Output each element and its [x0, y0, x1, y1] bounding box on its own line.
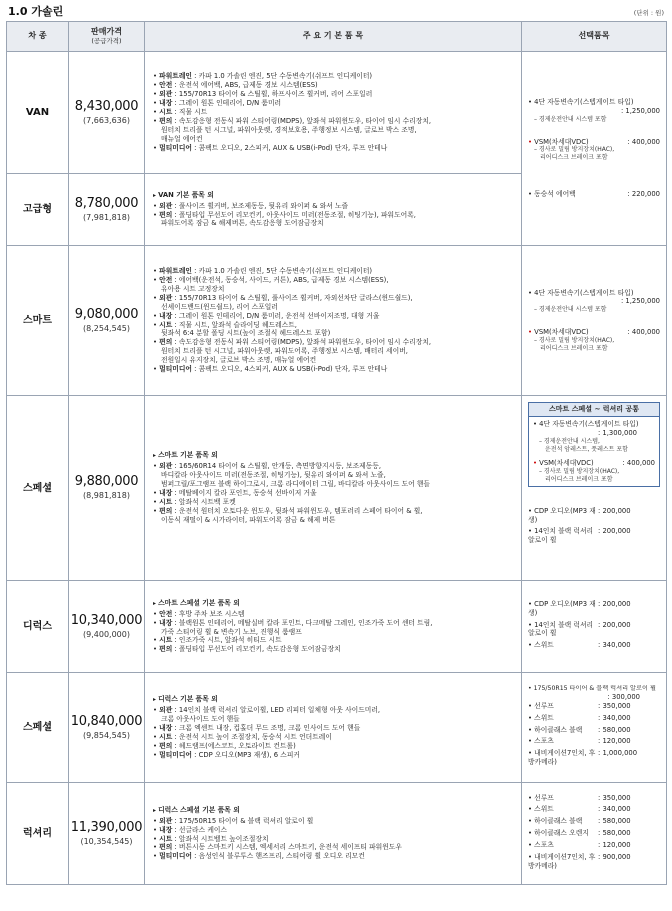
feature-item: • 내장 : 메탈베이지 칼라 포인트, 동승석 선바이저 거울	[153, 489, 515, 498]
option-item: • 하이클래스 블랙 : 580,000	[528, 817, 631, 826]
options-cell	[522, 396, 667, 581]
options-cell	[522, 581, 667, 673]
sale-price: 10,340,000	[70, 612, 143, 628]
feature-item: 뒷좌석 6:4 분할 폴딩 시트(높이 조절식 헤드레스트 포함)	[161, 329, 331, 338]
feature-item: • 편의 : 버튼시동 스마트키 시스템, 엑세서리 스마트키, 운전석 세이프티 파워윈도우	[153, 843, 515, 852]
feature-item: • 시트 : 직물 시트	[153, 108, 515, 117]
model-name: 디럭스	[7, 581, 69, 673]
feature-item: • 외관 : 155/70R13 타이어 & 스틸휠, 풀사이즈 휠커버, 자외선차단 글라스(윈드쉴드),	[153, 294, 515, 303]
sale-price: 9,080,000	[74, 306, 139, 322]
common-options-title: 스마트 스페셜 ~ 럭셔리 공통	[529, 403, 659, 417]
option-item: • 동승석 에어백 : 220,000	[528, 190, 660, 199]
feature-item: 유아용 시트 고정장치	[161, 284, 225, 293]
feature-item: • 시트 : 직물 시트, 앞좌석 슬라이딩 헤드레스트,	[153, 321, 515, 330]
supply-price: (7,663,636)	[83, 115, 130, 125]
feature-item: • 시트 : 운전석 시트 높이 조절장치, 동승석 시트 언더트레이	[153, 733, 515, 742]
feature-item: • 내장 : 선글라스 케이스	[153, 826, 515, 835]
option-note: 리어디스크 브레이크 포함	[540, 344, 608, 352]
option-note: 운전석 암레스트, 풋레스트 포함	[545, 445, 628, 453]
row-deluxe	[7, 581, 667, 673]
feature-item: • 편의 : 속도감응형 전동식 파워 스티어링(MDPS), 앞좌석 파워윈도우, 타이어 임시 수리장치,	[153, 338, 515, 347]
feature-item: 선셰이드밴드(윈드쉴드), 리어 스포일러	[161, 302, 278, 311]
header-model: 차 종	[7, 22, 69, 52]
option-item: • 175/50R15 타이어 & 블랙 럭셔리 알로이 휠	[528, 685, 656, 693]
option-note: 리어디스크 브레이크 포함	[545, 475, 613, 483]
feature-list	[153, 817, 515, 862]
option-note: – 경사로 밀림 방지장치(HAC),	[534, 146, 615, 154]
price-cell	[69, 673, 145, 783]
feature-item: • 안전 : 운전석 에어백, ABS, 급제동 경보 시스템(ESS)	[153, 81, 515, 90]
option-note: – 경제운전안내 시스템 포함	[534, 115, 607, 123]
price-cell	[69, 581, 145, 673]
supply-price: (9,400,000)	[83, 629, 130, 639]
feature-item: • 편의 : 폴딩타입 무선도어 리모컨키, 속도감응형 도어잠금장치	[153, 645, 515, 654]
option-item: • 스포츠 : 120,000	[528, 840, 631, 849]
option-item: • 4단 자동변속기(스텝게이트 타입)	[528, 98, 634, 107]
feature-item: 이동식 재떨이 & 시가라이터, 파워도어록 잠금 & 해제 버튼	[161, 515, 336, 524]
feature-list	[153, 267, 515, 375]
features-cell	[145, 783, 522, 885]
row-van	[7, 52, 667, 174]
feature-item: • 멀티미디어 : 콤팩트 오디오, 4스피커, AUX & USB(i-Pod) 단자, 루프 안테나	[153, 365, 515, 374]
option-price: : 300,000	[607, 693, 640, 702]
option-list	[528, 507, 660, 545]
feature-item: 원터치 트리플 턴 시그널, 파워아웃렛, 경적보호용, 주행정보 시스템, 글로브 박스 조명,	[161, 125, 417, 134]
features-cell	[145, 246, 522, 396]
option-list	[528, 794, 660, 871]
features-cell	[145, 174, 522, 246]
feature-list	[153, 462, 515, 525]
feature-item: 매뉴얼 에어컨	[161, 134, 203, 143]
model-name: 스페셜	[7, 673, 69, 783]
feature-item: • 멀티미디어 : 콤팩트 오디오, 2스피커, AUX & USB(i-Pod) 단자, 루프 안테나	[153, 144, 515, 153]
feature-item: • 멀티미디어 : 음성인식 블루투스 핸즈프리, 스티어링 휠 오디오 리모컨	[153, 852, 515, 861]
feature-item: • 내장 : 그레이 원톤 인테리어, D/N 룸미러, 운전석 선바이저조명, 대형 거울	[153, 312, 515, 321]
feature-item: • 편의 : 폴딩타입 무선도어 리모컨키, 아웃사이드 미러(전동조절, 히팅기능), 파워도어록,	[153, 211, 515, 220]
feature-item: • 멀티미디어 : CDP 오디오(MP3 재생), 6 스피커	[153, 751, 515, 760]
feature-item: • 편의 : 운전석 원터치 오토다운 윈도우, 뒷좌석 파워윈도우, 템포러리 스페어 타이어 & 휠,	[153, 507, 515, 516]
option-note: 리어디스크 브레이크 포함	[540, 154, 608, 162]
options-cell	[522, 673, 667, 783]
feature-item: • 외관 : 풀사이즈 휠커버, 보조제동등, 뒷유리 와이퍼 & 와셔 노즐	[153, 202, 515, 211]
header-price: 판매가격 (공급가격)	[69, 22, 145, 52]
price-cell	[69, 174, 145, 246]
sale-price: 11,390,000	[70, 819, 143, 835]
option-item: • 4단 자동변속기(스텝게이트 타입)	[528, 288, 634, 297]
common-options-box	[528, 402, 660, 487]
feature-item: 원터치 트리플 턴 시그널, 파워아웃렛, 파워도어록, 주행정보 시스템, 배터리 세이버,	[161, 347, 408, 356]
option-item: • 14인치 블랙 럭셔리 알로이 휠 : 200,000	[528, 527, 631, 545]
options-cell	[522, 783, 667, 885]
option-item: • 14인치 블랙 럭셔리 알로이 휠 : 200,000	[528, 620, 631, 638]
supply-price: (8,981,818)	[83, 491, 130, 501]
feature-list	[153, 610, 515, 655]
option-item: • 스위트 : 340,000	[528, 713, 631, 722]
options-cell	[522, 246, 667, 396]
feature-item: • 외관 : 165/60R14 타이어 & 스틸휠, 안개등, 측면방향지시등, 보조제동등,	[153, 462, 515, 471]
sale-price: 10,840,000	[70, 713, 143, 729]
model-name: VAN	[7, 52, 69, 174]
option-item: • 내비게이션7인치, 후방카메라) : 1,000,000	[528, 749, 638, 767]
feature-list	[153, 202, 515, 229]
feature-item: • 시트 : 앞좌석 시트백 포켓	[153, 498, 515, 507]
feature-item: • 시트 : 앞좌석 시트벨트 높이조절장치	[153, 835, 515, 844]
unit-label: (단위 : 원)	[633, 9, 664, 17]
features-cell	[145, 52, 522, 174]
feature-item: • 내장 : 그레이 원톤 인테리어, D/N 룸미러	[153, 99, 515, 108]
features-cell	[145, 396, 522, 581]
feature-item: 파워도어록 잠금 & 해제버튼, 속도감응형 도어잠금장치	[161, 219, 324, 228]
option-list	[528, 600, 660, 650]
sale-price: 8,780,000	[74, 195, 139, 211]
features-cell	[145, 673, 522, 783]
supply-price: (10,354,545)	[80, 836, 133, 846]
feature-item: • 안전 : 후방 주차 보조 시스템	[153, 610, 515, 619]
header-row	[7, 22, 667, 52]
option-item: • 스위트 : 340,000	[528, 641, 631, 650]
option-item: • 스위트 : 340,000	[528, 805, 631, 814]
feature-item: • 외관 : 155/70R13 타이어 & 스틸휠, 하프사이즈 휠커버, 리어 스포일러	[153, 90, 515, 99]
option-price: : 1,300,000	[597, 428, 637, 437]
feature-item: 바디칼라 아웃사이드 미러(전동조절, 히팅기능), 뒷유리 와이퍼 & 와셔 노즐,	[161, 471, 386, 480]
base-note: ▸ 스마트 기본 품목 외	[153, 451, 515, 460]
base-note: ▸ VAN 기본 품목 외	[153, 191, 515, 200]
base-note: ▸ 디럭스 기본 품목 외	[153, 695, 515, 704]
option-item: • VSM(차세대VDC) : 400,000	[528, 328, 660, 337]
option-note: – 경사로 밀림 방지장치(HAC),	[534, 336, 615, 344]
model-name: 스페셜	[7, 396, 69, 581]
option-note: – 경사로 밀림 방지장치(HAC),	[539, 468, 620, 476]
option-note: – 경제운전안내 시스템 포함	[534, 306, 607, 314]
row-smart	[7, 246, 667, 396]
feature-item: • 내장 : 블랙원톤 인테리어, 메탈실버 칼라 포인트, 다크메탈 그레인, 인조가죽 도어 센터 트림,	[153, 619, 515, 628]
feature-list	[153, 72, 515, 153]
header-options: 선택품목	[522, 22, 667, 52]
price-cell	[69, 783, 145, 885]
options-cell	[522, 52, 667, 246]
feature-list	[153, 706, 515, 760]
option-price: : 1,250,000	[620, 106, 660, 115]
feature-item: • 편의 : 속도감응형 전동식 파워 스티어링(MDPS), 앞좌석 파워윈도우, 타이어 임시 수리장치,	[153, 117, 515, 126]
option-item: • 내비게이션7인치, 후방카메라) : 900,000	[528, 852, 631, 870]
sale-price: 8,430,000	[74, 98, 139, 114]
feature-item: 크롬 아웃사이드 도어 핸들	[161, 715, 240, 724]
option-item: • VSM(차세대VDC) : 400,000	[528, 137, 660, 146]
option-note: – 경제운전안내 시스템,	[539, 437, 600, 445]
price-table	[6, 21, 667, 885]
row-smart-special	[7, 396, 667, 581]
features-cell	[145, 581, 522, 673]
feature-item: • 파워트레인 : 카파 1.0 가솔린 엔진, 5단 수동변속기(쉬프트 인디케이터)	[153, 267, 515, 276]
supply-price: (7,981,818)	[83, 212, 130, 222]
feature-item: 전원일시 유지장치, 글로브 박스 조명, 매뉴얼 에어컨	[161, 356, 317, 365]
sale-price: 9,880,000	[74, 474, 139, 490]
option-price: : 1,250,000	[620, 297, 660, 306]
option-item: • CDP 오디오(MP3 재생) : 200,000	[528, 599, 631, 617]
option-item: • 하이클래스 오렌지 : 580,000	[528, 829, 631, 838]
model-name: 럭셔리	[7, 783, 69, 885]
feature-item: • 안전 : 에어백(운전석, 동승석, 사이드, 커튼), ABS, 급제동 경보 시스템(ESS),	[153, 276, 515, 285]
base-note: ▸ 디럭스 스페셜 기본 품목 외	[153, 806, 515, 815]
option-item: • CDP 오디오(MP3 재생) : 200,000	[528, 506, 631, 524]
option-item: • 스포츠 : 120,000	[528, 737, 631, 746]
feature-item: 범퍼그릴/포그램프 블랙 하이그로시, 크롬 라디에이터 그릴, 바디칼라 아웃사이드 도어 핸들	[161, 480, 430, 489]
feature-item: • 시트 : 인조가죽 시트, 앞좌석 히티드 시트	[153, 636, 515, 645]
option-item: • VSM(차세대VDC) : 400,000	[533, 459, 655, 468]
feature-item: 가죽 스티어링 휠 & 변속기 노브, 진행식 룸램프	[161, 627, 302, 636]
page-title: 1.0 가솔린	[8, 5, 64, 18]
supply-price: (8,254,545)	[83, 323, 130, 333]
supply-price: (9,854,545)	[83, 730, 130, 740]
model-name: 스마트	[7, 246, 69, 396]
price-cell	[69, 396, 145, 581]
option-item: • 하이클래스 블랙 : 580,000	[528, 725, 631, 734]
row-deluxe-special	[7, 673, 667, 783]
option-list	[528, 702, 660, 767]
base-note: ▸ 스마트 스페셜 기본 품목 외	[153, 599, 515, 608]
option-item: • 선루프 : 350,000	[528, 701, 631, 710]
header-features: 주 요 기 본 품 목	[145, 22, 522, 52]
price-cell	[69, 246, 145, 396]
price-cell	[69, 52, 145, 174]
feature-item: • 외관 : 14인치 블랙 럭셔리 알로이휠, LED 리피터 일체형 아웃 사이드미러,	[153, 706, 515, 715]
option-item: • 선루프 : 350,000	[528, 793, 631, 802]
feature-item: • 편의 : 헤드램프(에스코트, 오토라이트 컨트롤)	[153, 742, 515, 751]
feature-item: • 외관 : 175/50R15 타이어 & 블랙 럭셔리 알로이 휠	[153, 817, 515, 826]
row-luxury	[7, 783, 667, 885]
option-item: • 4단 자동변속기(스텝게이트 타입)	[533, 420, 639, 429]
feature-item: • 내장 : 크롬 엑센트 내장, 컵홀더 무드 조명, 크롬 인사이드 도어 핸들	[153, 724, 515, 733]
model-name: 고급형	[7, 174, 69, 246]
feature-item: • 파워트레인 : 카파 1.0 가솔린 엔진, 5단 수동변속기(쉬프트 인디케이터)	[153, 72, 515, 81]
